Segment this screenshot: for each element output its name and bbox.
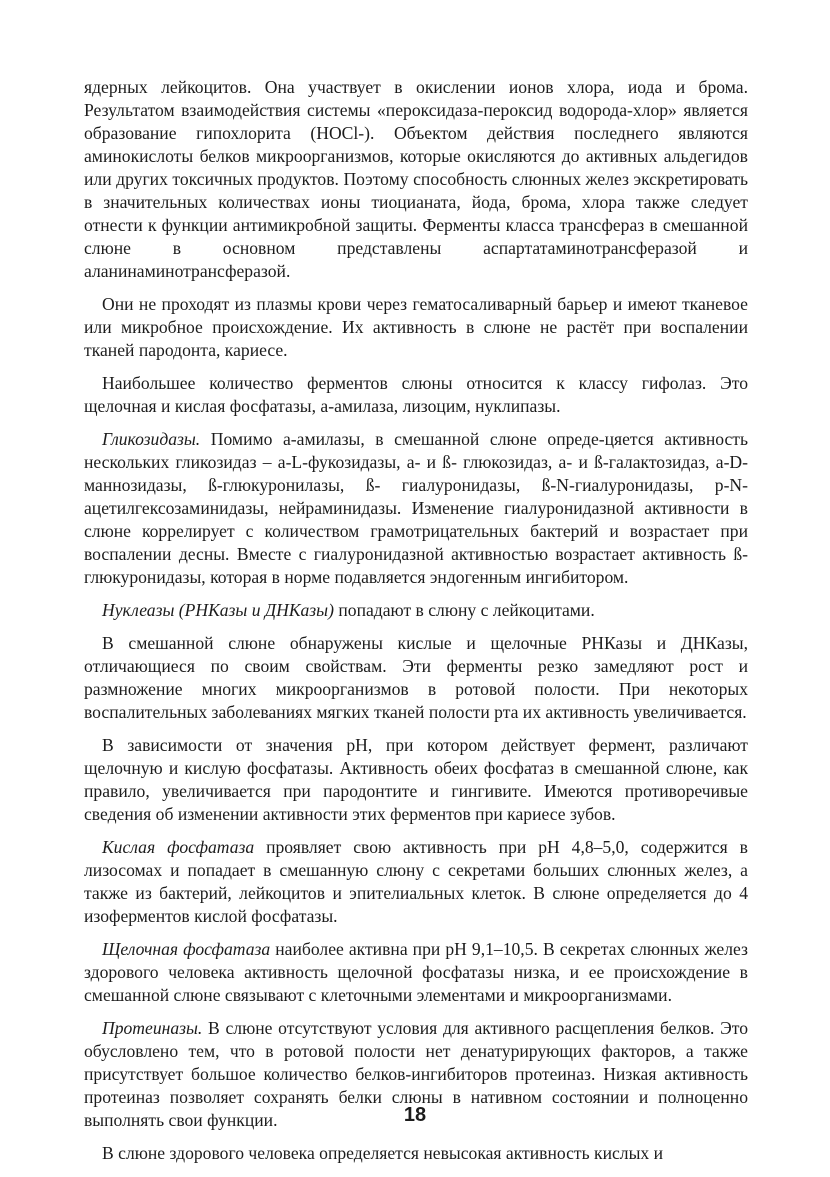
paragraph: [84, 1142, 748, 1165]
paragraph: [84, 734, 748, 826]
paragraph: [84, 632, 748, 724]
paragraph: [84, 76, 748, 283]
paragraph-lead: Нуклеазы (РНКазы и ДНКазы): [102, 600, 334, 620]
paragraph-text: проявляет свою активность при рН 4,8–5,0, содержится в лизосомах и попадает в смешанную слюну с секретами больших слюнных желез, а также из бактерий, лейкоцитов и эпителиальных клеток. В слюне определяется до 4 изоферментов кислой фосфатазы.: [84, 837, 748, 926]
paragraph-text: В зависимости от значения рН, при котором действует фермент, различают щелочную и кислую фосфатазы. Активность обеих фосфатаз в смешанной слюне, как правило, увеличивается при пародонтите и гингивите. Имеются противоречивые сведения об изменении активности этих ферментов при кариесе зубов.: [84, 735, 748, 824]
paragraph-text: Наибольшее количество ферментов слюны относится к классу гифолаз. Это щелочная и кислая фосфатазы, a-амилаза, лизоцим, нуклипазы.: [84, 373, 748, 416]
paragraph: [84, 293, 748, 362]
paragraph-lead: Гликозидазы.: [102, 429, 201, 449]
paragraph-text: попадают в слюну с лейкоцитами.: [333, 600, 595, 620]
paragraph-text: ядерных лейкоцитов. Она участвует в окислении ионов хлора, иода и брома. Результатом взаимодействия системы «пероксидаза-пероксид водорода-хлор» является образование гипохлорита (HOCl-). Объектом действия последнего являются аминокислоты белков микроорганизмов, которые окисляются до активных альдегидов или других токсичных продуктов. Поэтому способность слюнных желез экскретировать в значительных количествах ионы тиоцианата, йода, брома, хлора также следует отнести к функции антимикробной защиты. Ферменты класса трансфераз в смешанной слюне в основном представлены аспартатаминотрансферазой и аланинаминотрансферазой.: [84, 77, 748, 281]
paragraph-text: В смешанной слюне обнаружены кислые и щелочные РНКазы и ДНКазы, отличающиеся по своим свойствам. Эти ферменты резко замедляют рост и размножение многих микроорганизмов в ротовой полости. При некоторых воспалительных заболеваниях мягких тканей полости рта их активность увеличивается.: [84, 633, 748, 722]
paragraph-text: Помимо a-амилазы, в смешанной слюне опреде-цяется активность нескольких гликозидаз – a-L-фукозидазы, a- и ß- глюкозидаз, a- и ß-галактозидаз, a-D-маннозидазы, ß-глюкуронилазы, ß- гиалуронидазы, ß-N-гиалуронидазы, p-N-ацетилгексозаминидазы, нейраминидазы. Изменение гиалуронидазной активности в слюне коррелирует с количеством грамотрицательных бактерий и возрастает при воспалении десны. Вместе с гиалуронидазной активностью возрастает активность ß-глюкуронидазы, которая в норме подавляется эндогенным ингибитором.: [84, 429, 748, 587]
paragraph-lead: Протеиназы.: [102, 1018, 203, 1038]
paragraph-text: наиболее активна при рН 9,1–10,5. В секретах слюнных желез здорового человека активность щелочной фосфатазы низка, и ее происхождение в смешанной слюне связывают с клеточными элементами и микроорганизмами.: [84, 939, 748, 1005]
paragraph: [84, 836, 748, 928]
paragraph-lead: Кислая фосфатаза: [102, 837, 255, 857]
paragraph: [84, 428, 748, 589]
page-number: 18: [403, 1104, 427, 1126]
paragraph-lead: Щелочная фосфатаза: [102, 939, 271, 959]
paragraph: [84, 372, 748, 418]
paragraph-text: В слюне здорового человека определяется невысокая активность кислых и: [102, 1143, 664, 1163]
page-text: [84, 76, 748, 1165]
paragraph-text: Они не проходят из плазмы крови через гематосаливарный барьер и имеют тканевое или микробное происхождение. Их активность в слюне не растёт при воспалении тканей пародонта, кариесе.: [84, 294, 748, 360]
paragraph: [84, 599, 748, 622]
paragraph: [84, 938, 748, 1007]
paragraph-text: В слюне отсутствуют условия для активного расщепления белков. Это обусловлено тем, что в ротовой полости нет денатурирующих факторов, а также присутствует большое количество белков-ингибиторов протеиназ. Низкая активность протеиназ позволяет сохранять белки слюны в нативном состоянии и полноценно выполнять свои функции.: [84, 1018, 748, 1130]
